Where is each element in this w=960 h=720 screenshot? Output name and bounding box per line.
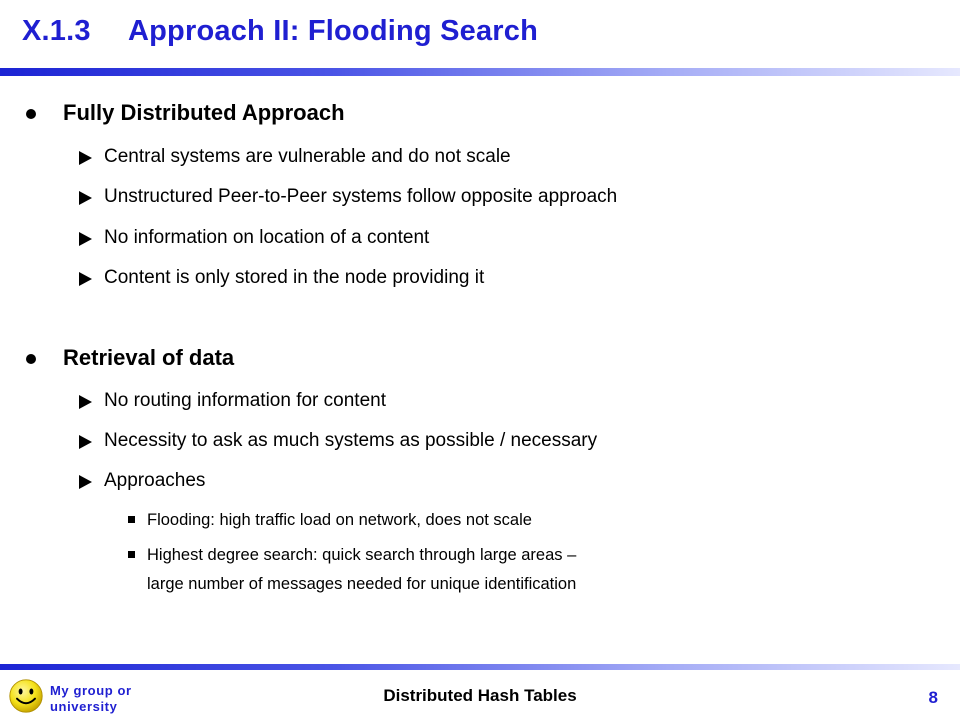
page-number: 8 xyxy=(928,688,938,707)
section-number: X.1.3 xyxy=(22,15,91,47)
triangle-bullet-icon xyxy=(79,151,92,165)
organization-name: My group or university xyxy=(50,683,132,714)
title-text: Approach II: Flooding Search xyxy=(128,15,539,47)
triangle-bullet-icon xyxy=(79,272,92,286)
bullet-dot xyxy=(26,354,36,364)
triangle-bullet-icon xyxy=(79,191,92,205)
slide-body: Fully Distributed Approach Central systems are vulnerable and do not scale Unstructured Peer-to-Peer systems follow opposite approach No information on location of a content Content is only stored in the node providing it Retrieval of data No routing information for content Necessity to ask as much systems as possible / necessary Approaches Flooding: high traffic load on network, does not scale Highest degree search: quick search through large areas – large number of messages needed for unique identification xyxy=(0,0,960,660)
footer-divider xyxy=(0,664,960,670)
triangle-bullet-icon xyxy=(79,395,92,409)
square-bullet-icon xyxy=(128,516,135,523)
footer-title: Distributed Hash Tables xyxy=(383,686,577,705)
triangle-bullet-icon xyxy=(79,435,92,449)
square-bullet-icon xyxy=(128,551,135,558)
triangle-bullet-icon xyxy=(79,475,92,489)
bullet-dot xyxy=(26,109,36,119)
triangle-bullet-icon xyxy=(79,232,92,246)
